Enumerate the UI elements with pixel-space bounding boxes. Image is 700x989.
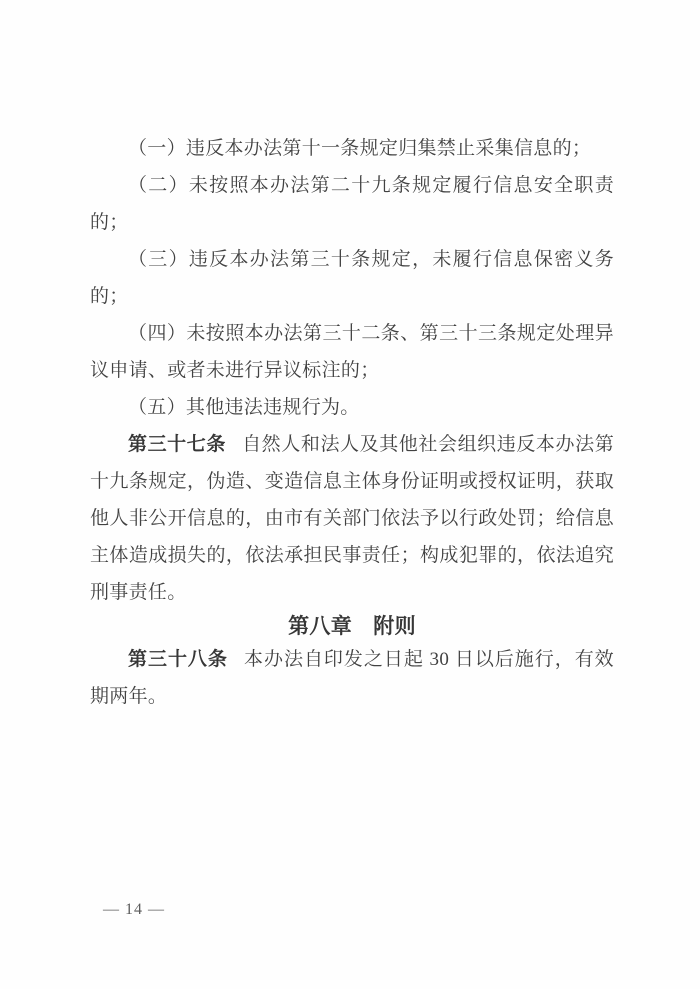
article-38-text: 本办法自印发之日起 30 日以后施行，有效期两年。 [90,649,614,707]
article-37 [90,426,614,611]
article-37-text: 自然人和法人及其他社会组织违反本办法第十九条规定，伪造、变造信息主体身份证明或授权证明，获取他人非公开信息的，由市有关部门依法予以行政处罚；给信息主体造成损失的，依法承担民事责任；构成犯罪的，依法追究刑事责任。 [90,434,614,603]
list-item-5: （五）其他违法违规行为。 [128,397,360,418]
list-item-4: （四）未按照本办法第三十二条、第三十三条规定处理异议申请、或者未进行异议标注的； [90,323,614,381]
chapter-heading: 第八章 附则 [288,614,416,638]
article-38-term: 第三十八条 [128,649,228,670]
document-body [90,130,614,715]
list-item-3: （三）违反本办法第三十条规定，未履行信息保密义务的； [90,249,614,307]
list-item-2: （二）未按照本办法第二十九条规定履行信息安全职责的； [90,175,614,233]
list-item-1: （一）违反本办法第十一条规定归集禁止采集信息的； [128,138,592,159]
page-number: — 14 — [103,901,165,918]
article-37-term: 第三十七条 [128,434,226,455]
article-38 [90,641,614,715]
